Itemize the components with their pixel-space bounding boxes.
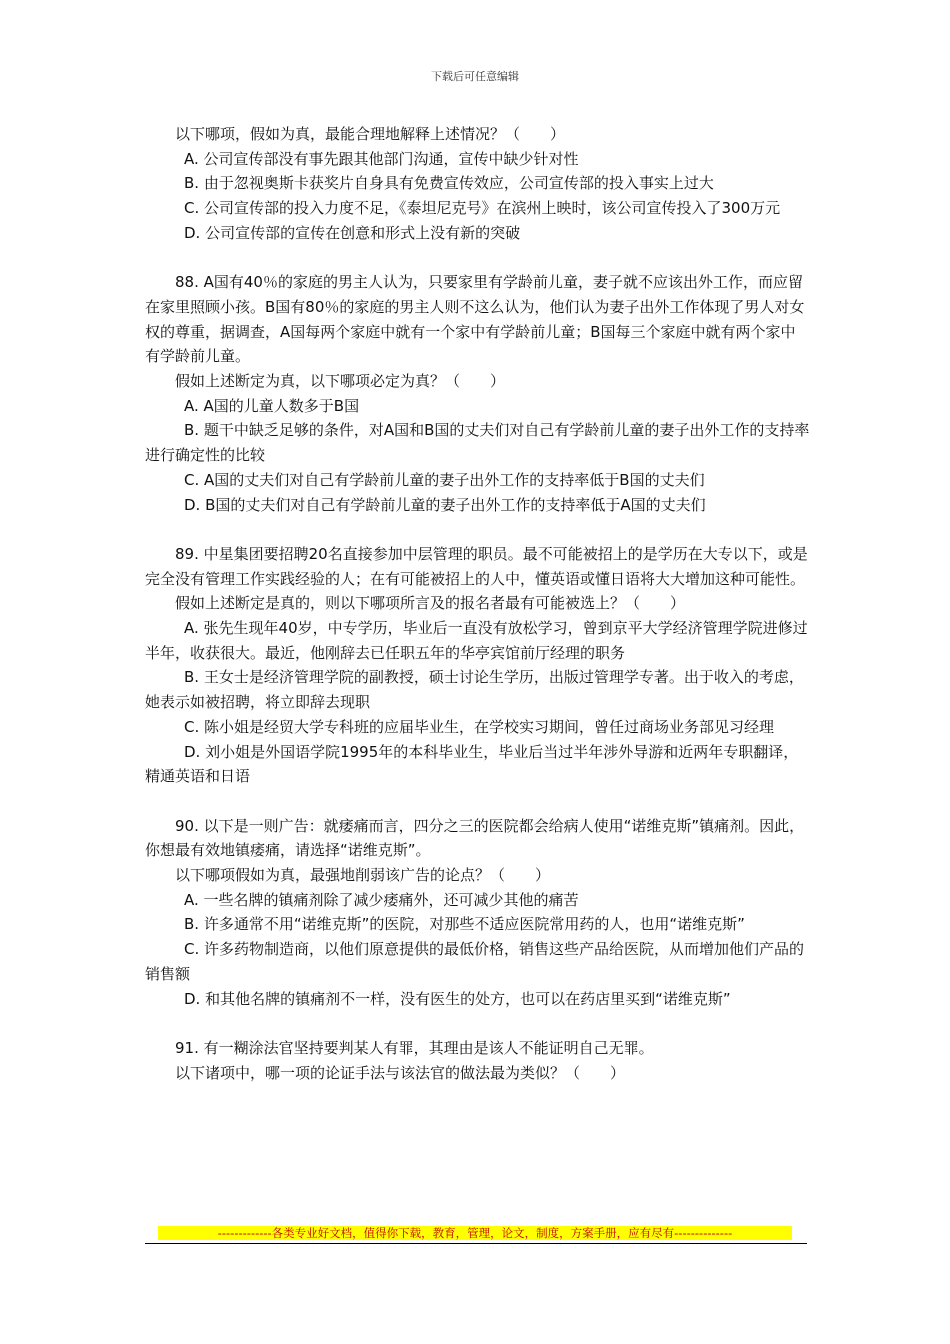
q87-option-d: D. 公司宣传部的宣传在创意和形式上没有新的突破 [184, 223, 521, 242]
q87-option-a: A. 公司宣传部没有事先跟其他部门沟通，宣传中缺少针对性 [184, 149, 579, 168]
q89-option-c: C. 陈小姐是经贸大学专科班的应届毕业生，在学校实习期间，曾任过商场业务部见习经理 [184, 717, 775, 736]
q87-option-c: C. 公司宣传部的投入力度不足，《泰坦尼克号》在滨州上映时，该公司宣传投入了300万元 [184, 199, 781, 218]
q88-option-d: D. B国的丈夫们对自己有学龄前儿童的妻子出外工作的支持率低于A国的丈夫们 [184, 495, 706, 514]
q87-option-b: B. 由于忽视奥斯卡获奖片自身具有免费宣传效应，公司宣传部的投入事实上过大 [184, 174, 714, 193]
q90-prompt: 以下哪项假如为真，最强地削弱该广告的论点？（ ） [175, 866, 551, 885]
document-body [145, 122, 810, 1085]
q90-option-b: B. 许多通常不用“诺维克斯”的医院，对那些不适应医院常用药的人，也用“诺维克斯” [184, 915, 745, 934]
q88-prompt: 假如上述断定为真，以下哪项必定为真？（ ） [175, 372, 506, 391]
page-header: 下载后可任意编辑 [431, 70, 519, 83]
q89-stem: 89. 中星集团要招聘20名直接参加中层管理的职员。最不可能被招上的是学历在大专以下，或是完全没有管理工作实践经验的人；在有可能被招上的人中，懂英语或懂日语将大大增加这种可能性。 [145, 544, 808, 588]
q88-stem: 88. A国有40％的家庭的男主人认为，只要家里有学龄前儿童，妻子就不应该出外工作，而应留在家里照顾小孩。B国有80％的家庭的男主人则不这么认为，他们认为妻子出外工作体现了男人对女权的尊重，据调查，A国每两个家庭中就有一个家中有学龄前儿童；B国每三个家庭中就有两个家中有学龄前儿童。 [145, 273, 805, 366]
footer-banner: -------------各类专业好文档，值得你下载，教育，管理，论文，制度，方案手册，应有尽有-------------- [158, 1226, 792, 1240]
q88-option-b: B. 题干中缺乏足够的条件，对A国和B国的丈夫们对自己有学龄前儿童的妻子出外工作的支持率进行确定性的比较 [145, 421, 810, 465]
q90-stem: 90. 以下是一则广告：就痿痛而言，四分之三的医院都会给病人使用“诺维克斯”镇痛剂。因此，你想最有效地镇痿痛，请选择“诺维克斯”。 [145, 816, 805, 860]
q88-option-c: C. A国的丈夫们对自己有学龄前儿童的妻子出外工作的支持率低于B国的丈夫们 [184, 470, 705, 489]
footer-divider [145, 1243, 807, 1244]
q90-option-d: D. 和其他名牌的镇痛剂不一样，没有医生的处方，也可以在药店里买到“诺维克斯” [184, 989, 731, 1008]
q90-option-c: C. 许多药物制造商，以他们原意提供的最低价格，销售这些产品给医院，从而增加他们产品的销售额 [145, 940, 805, 983]
q91-stem: 91. 有一糊涂法官坚持要判某人有罪，其理由是该人不能证明自己无罪。 [175, 1038, 654, 1057]
q87-prompt: 以下哪项，假如为真，最能合理地解释上述情况？（ ） [175, 125, 566, 143]
q89-option-d: D. 刘小姐是外国语学院1995年的本科毕业生，毕业后当过半年涉外导游和近两年专职翻译，精通英语和日语 [145, 742, 799, 786]
q90-option-a: A. 一些名牌的镇痛剂除了减少痿痛外，还可减少其他的痛苦 [184, 890, 579, 909]
q91-prompt: 以下诸项中，哪一项的论证手法与该法官的做法最为类似？（ ） [175, 1063, 626, 1082]
q89-option-a: A. 张先生现年40岁，中专学历，毕业后一直没有放松学习，曾到京平大学经济管理学院进修过半年，收获很大。最近，他刚辞去已任职五年的华亭宾馆前厅经理的职务 [145, 619, 808, 662]
q88-option-a: A. A国的儿童人数多于B国 [184, 396, 360, 415]
q89-prompt: 假如上述断定是真的，则以下哪项所言及的报名者最有可能被选上？（ ） [175, 594, 686, 613]
q89-option-b: B. 王女士是经济管理学院的副教授，硕士讨论生学历，出版过管理学专著。出于收入的考虑，她表示如被招聘，将立即辞去现职 [145, 668, 804, 712]
